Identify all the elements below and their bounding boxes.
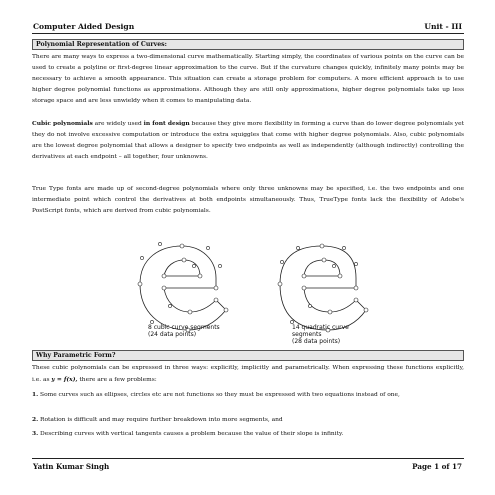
section-heading-polynomial: Polynomial Representation of Curves: bbox=[32, 39, 464, 50]
paragraph-intro: There are many ways to express a two-dimensional curve mathematically. Starting simply, the coordinates of various points on the curve can be used to create a polyline or first-degree linear approximation to the curve. But if the curvature changes quickly, infinitely many points may be necessary to achieve a smooth appearance. This situation can create a storage problem for computers. A more efficient approach is to use higher degree polynomial functions as approximations. Although they are still only approximations, higher degree polynomials take up less storage space and are less unwieldy when it comes to manipulating data. bbox=[32, 54, 464, 104]
curve-figure bbox=[130, 238, 380, 348]
term-cubic-polynomials: Cubic polynomials bbox=[32, 120, 93, 127]
document-title: Computer Aided Design bbox=[33, 22, 135, 31]
quadratic-caption: 14 quadratic curve segments (28 data points) bbox=[292, 324, 349, 345]
section-heading-parametric: Why Parametric Form? bbox=[32, 350, 464, 361]
cubic-caption: 8 cubic curve segments (24 data points) bbox=[148, 324, 220, 338]
unit-label: Unit - III bbox=[424, 22, 462, 31]
list-item: 3. Describing curves with vertical tangents causes a problem because the value of their slope is infinity. bbox=[32, 430, 344, 437]
term-font-design: in font design bbox=[143, 120, 190, 127]
explicit-formula: y = f(x), bbox=[51, 376, 78, 383]
paragraph-parametric: These cubic polynomials can be expressed in three ways: explicitly, implicitly and parametrically. When expressing these functions explicitly, i.e. as y = f(x), there are a few problems: bbox=[32, 365, 464, 383]
page-number: Page 1 of 17 bbox=[412, 462, 462, 471]
list-item: 1. Some curves such as ellipses, circles etc are not functions so they must be expressed with two equations instead of one, bbox=[32, 391, 400, 398]
page-footer bbox=[32, 458, 464, 472]
list-item: 2. Rotation is difficult and may require further breakdown into more segments, and bbox=[32, 416, 283, 423]
paragraph-cubic: Cubic polynomials are widely used in font design because they give more flexibility in forming a curve than do lower degree polynomials yet they do not involve excessive computation or introduce the extra squiggles that come with higher degree polynomials. Also, cubic polynomials are the lowest degree polynomial that allows a designer to specify two endpoints as well as independently (although indirectly) controlling the derivatives at each endpoint – all together, four unknowns. bbox=[32, 120, 464, 160]
paragraph-truetype: True Type fonts are made up of second-degree polynomials where only three unknowns may be specified, i.e. the two endpoints and one intermediate point which control the derivatives at both endpoints simultaneously. Thus, TrueType fonts lack the flexibility of Adobe's PostScript fonts, which are derived from cubic polynomials. bbox=[32, 186, 464, 214]
author-name: Yatin Kumar Singh bbox=[33, 462, 110, 471]
page-header bbox=[32, 20, 464, 34]
